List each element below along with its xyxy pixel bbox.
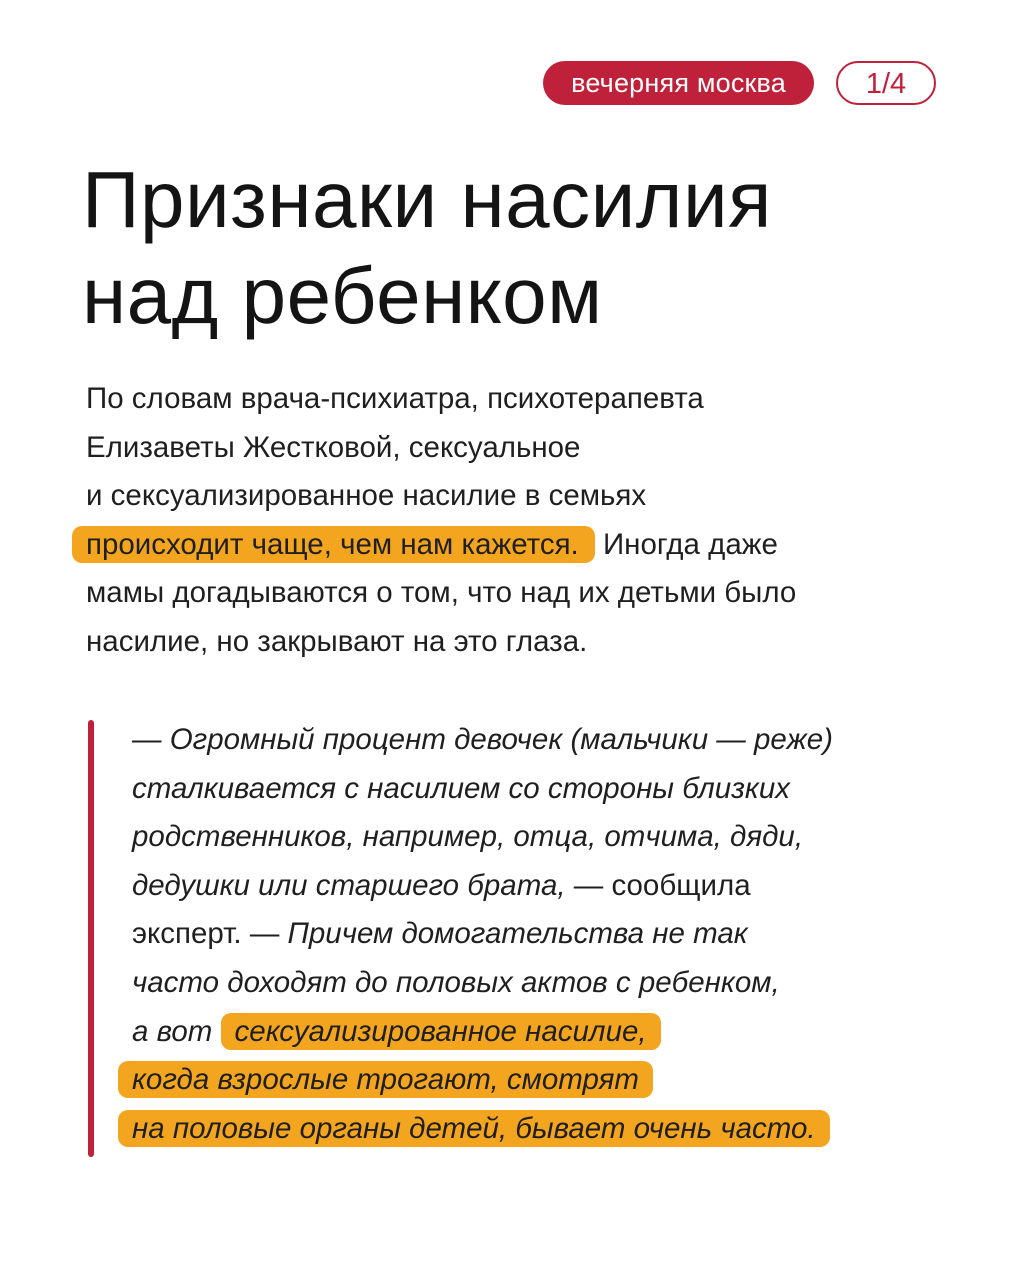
header	[543, 61, 936, 105]
quote-regular-text: эксперт. —	[132, 917, 288, 951]
quote-italic-text: Причем домогательства не так	[287, 917, 748, 951]
quote-highlight: когда взрослые трогают, смотрят	[118, 1061, 653, 1098]
quote-italic-text: а вот	[132, 1014, 221, 1048]
quote-highlight: на половые органы детей, бывает очень часто.	[118, 1110, 830, 1147]
intro-highlight: происходит чаще, чем нам кажется.	[72, 526, 595, 563]
intro-line-rest: Иногда даже	[594, 527, 778, 561]
page-counter: 1/4	[836, 61, 936, 105]
intro-line: мамы догадываются о том, что над их детьми было	[86, 576, 797, 610]
quote-italic-text: дедушки или старшего брата,	[132, 868, 566, 902]
quote-bar	[88, 720, 94, 1157]
title-line: Признаки насилия	[82, 155, 772, 244]
quote-line	[132, 1056, 972, 1105]
quote-line	[132, 1105, 972, 1154]
intro-line: и сексуализированное насилие в семьях	[86, 479, 647, 513]
quote-line	[132, 862, 972, 911]
intro-line: По словам врача-психиатра, психотерапевта	[86, 382, 704, 415]
quote-line: — Огромный процент девочек (мальчики — реже)	[132, 723, 833, 756]
intro-line: Елизаветы Жестковой, сексуальное	[86, 430, 581, 464]
intro-line: насилие, но закрывают на это глаза.	[86, 624, 588, 658]
quote-line	[132, 1008, 972, 1057]
brand-badge: вечерняя москва	[543, 61, 814, 105]
quote-line: часто доходят до половых актов с ребенком,	[132, 965, 780, 999]
intro-line	[86, 521, 966, 570]
page-title	[82, 152, 772, 344]
quote-block	[132, 716, 972, 1153]
quote-line: родственников, например, отца, отчима, дяди,	[132, 820, 804, 854]
quote-line: сталкивается с насилием со стороны близких	[132, 771, 790, 805]
quote-highlight: сексуализированное насилие,	[221, 1013, 661, 1050]
title-line: над ребенком	[82, 251, 603, 340]
quote-line	[132, 910, 972, 959]
quote-regular-text: — сообщила	[565, 868, 751, 902]
intro-paragraph	[86, 375, 966, 667]
